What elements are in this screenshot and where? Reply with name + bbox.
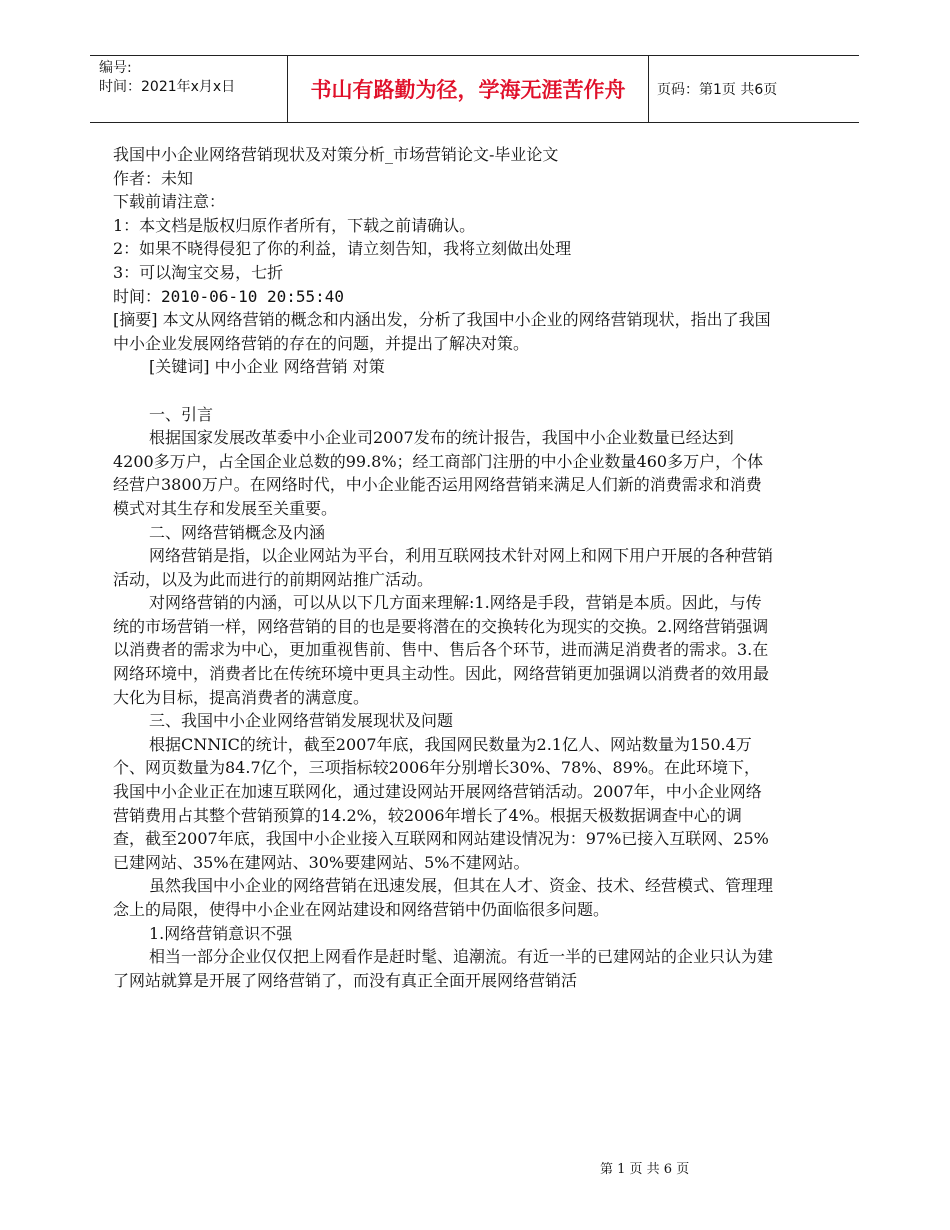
- notice-item: 1：本文档是版权归原作者所有，下载之前请确认。: [113, 215, 476, 235]
- body-paragraph: 根据国家发展改革委中小企业司2007发布的统计报告，我国中小企业数量已经达到4200多万户，占全国企业总数的99.8%；经工商部门注册的中小企业数量460多万户，个体经营户3800万户。在网络时代，中小企业能否运用网络营销来满足人们新的消费需求和消费模式对其生存和发展至关重要。: [113, 428, 764, 518]
- article-time: 时间：2010-06-10 20:55:40: [113, 286, 345, 306]
- page-header: [90, 55, 859, 123]
- article-author: 作者：未知: [113, 168, 194, 188]
- time-label: 时间：2021年x月x日: [99, 79, 236, 95]
- subsection-heading: 1.网络营销意识不强: [149, 923, 293, 943]
- abstract: [摘要] 本文从网络营销的概念和内涵出发，分析了我国中小企业的网络营销现状，指出了我国中小企业发展网络营销的存在的问题，并提出了解决对策。: [113, 310, 771, 353]
- section-heading: 三、我国中小企业网络营销发展现状及问题: [149, 711, 454, 731]
- notice-heading: 下载前请注意：: [113, 192, 226, 212]
- number-label: 编号:: [99, 60, 132, 76]
- body-paragraph: 虽然我国中小企业的网络营销在迅速发展，但其在人才、资金、技术、经营模式、管理理念上的局限，使得中小企业在网站建设和网络营销中仍面临很多问题。: [113, 876, 774, 919]
- body-paragraph: 网络营销是指，以企业网站为平台，利用互联网技术针对网上和网下用户开展的各种营销活动，以及为此而进行的前期网站推广活动。: [113, 546, 774, 589]
- article-title: 我国中小企业网络营销现状及对策分析_市场营销论文-毕业论文: [113, 145, 559, 164]
- document-body: [113, 143, 773, 992]
- section-heading: 一、引言: [149, 404, 214, 424]
- keywords: [关键词] 中小企业 网络营销 对策: [149, 357, 385, 377]
- body-paragraph: 相当一部分企业仅仅把上网看作是赶时髦、追潮流。有近一半的已建网站的企业只认为建了网站就算是开展了网络营销了，而没有真正全面开展网络营销活: [113, 947, 774, 990]
- body-paragraph: 根据CNNIC的统计，截至2007年底，我国网民数量为2.1亿人、网站数量为150.4万个、网页数量为84.7亿个，三项指标较2006年分别增长30%、78%、89%。在此环境下，我国中小企业正在加速互联网化，通过建设网站开展网络营销活动。2007年，中小企业网络营销费用占其整个营销预算的14.2%，较2006年增长了4%。根据天极数据调查中心的调查，截至2007年底，我国中小企业接入互联网和网站建设情况为：97%已接入互联网、25%已建网站、35%在建网站、30%要建网站、5%不建网站。: [113, 734, 769, 872]
- section-heading: 二、网络营销概念及内涵: [149, 522, 326, 542]
- header-motto: 书山有路勤为径，学海无涯苦作舟: [287, 56, 649, 122]
- page-footer: 第 1 页 共 6 页: [600, 1162, 690, 1177]
- header-page-info: 页码：第1页 共6页: [657, 82, 778, 98]
- header-meta: [90, 56, 287, 122]
- notice-item: 2：如果不晓得侵犯了你的利益，请立刻告知，我将立刻做出处理: [113, 239, 572, 259]
- body-paragraph: 对网络营销的内涵，可以从以下几方面来理解:1.网络是手段，营销是本质。因此，与传统的市场营销一样，网络营销的目的也是要将潜在的交换转化为现实的交换。2.网络营销强调以消费者的需求为中心，更加重视售前、售中、售后各个环节，进而满足消费者的需求。3.在网络环境中，消费者比在传统环境中更具主动性。因此，网络营销更加强调以消费者的效用最大化为目标，提高消费者的满意度。: [113, 593, 770, 707]
- notice-item: 3：可以淘宝交易，七折: [113, 262, 284, 282]
